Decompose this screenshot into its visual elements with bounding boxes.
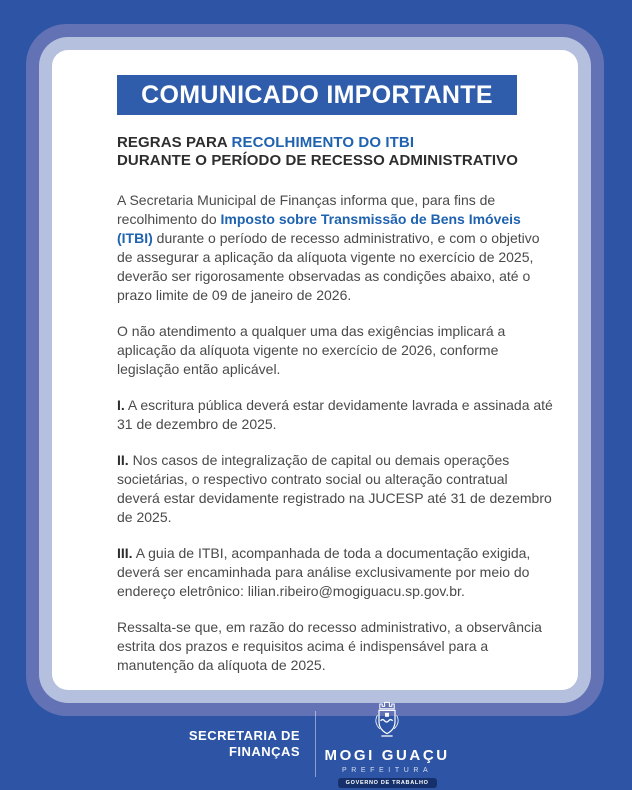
rule-item-2	[117, 451, 553, 527]
banner-title: COMUNICADO IMPORTANTE	[141, 80, 493, 109]
city-name: MOGI GUAÇU	[324, 747, 450, 764]
intro-paragraph	[117, 191, 553, 305]
itbi-highlight: Imposto sobre Transmissão de Bens Imóveis (ITBI)	[117, 211, 521, 246]
city-logo	[324, 700, 450, 788]
rule-item-1	[117, 396, 553, 434]
footer-divider	[315, 711, 316, 777]
department-name	[189, 728, 300, 760]
subtitle	[117, 134, 545, 170]
subtitle-line2: DURANTE O PERÍODO DE RECESSO ADMINISTRATIVO	[117, 152, 518, 169]
rule-item-3	[117, 544, 553, 601]
rule-item-3-suffix: .	[460, 583, 465, 599]
banner	[117, 75, 517, 115]
intro-text-before: A Secretaria Municipal de Finanças informa que, para fins de recolhimento do	[117, 192, 496, 227]
rule-item-2-marker: II.	[117, 452, 129, 468]
intro-text-after: durante o período de recesso administrativo, e com o objetivo de assegurar a aplicação da alíquota vigente no exercício de 2025, deverão ser rigorosamente observadas as condições abaixo, até o prazo limite de 09 de janeiro de 2026.	[117, 230, 540, 303]
announcement-card	[52, 50, 578, 690]
rule-item-2-text: Nos casos de integralização de capital ou demais operações societárias, o respectivo contrato social ou alteração contratual deverá estar devidamente registrado na JUCESP até 31 de dezembro de 2025.	[117, 452, 552, 525]
footer	[0, 698, 632, 790]
org-label: PREFEITURA	[341, 767, 433, 774]
slogan-badge: GOVERNO DE TRABALHO	[338, 778, 437, 788]
subtitle-line1	[117, 134, 545, 152]
department-line2: FINANÇAS	[228, 744, 301, 759]
subtitle-line1-highlight: RECOLHIMENTO DO ITBI	[231, 134, 415, 151]
warning-paragraph: O não atendimento a qualquer uma das exigências implicará a aplicação da alíquota vigente no exercício de 2026, conforme legislação então aplicável.	[117, 323, 506, 377]
rule-item-1-text: A escritura pública deverá estar devidamente lavrada e assinada até 31 de dezembro de 2025.	[117, 397, 553, 432]
coat-of-arms-icon	[371, 700, 403, 745]
rule-item-3-text: A guia de ITBI, acompanhada de toda a documentação exigida, deverá ser encaminhada para análise exclusivamente por meio do endereço eletrônico:	[117, 545, 531, 599]
department-line1: SECRETARIA DE	[188, 728, 301, 743]
subtitle-line1-prefix: REGRAS PARA	[117, 134, 232, 151]
rule-item-1-marker: I.	[117, 397, 125, 413]
closing-paragraph: Ressalta-se que, em razão do recesso administrativo, a observância estrita dos prazos e requisitos acima é indispensável para a manutenção da alíquota de 2025.	[117, 619, 542, 673]
rule-item-3-marker: III.	[117, 545, 133, 561]
email-address: lilian.ribeiro@mogiguacu.sp.gov.br	[247, 583, 461, 599]
